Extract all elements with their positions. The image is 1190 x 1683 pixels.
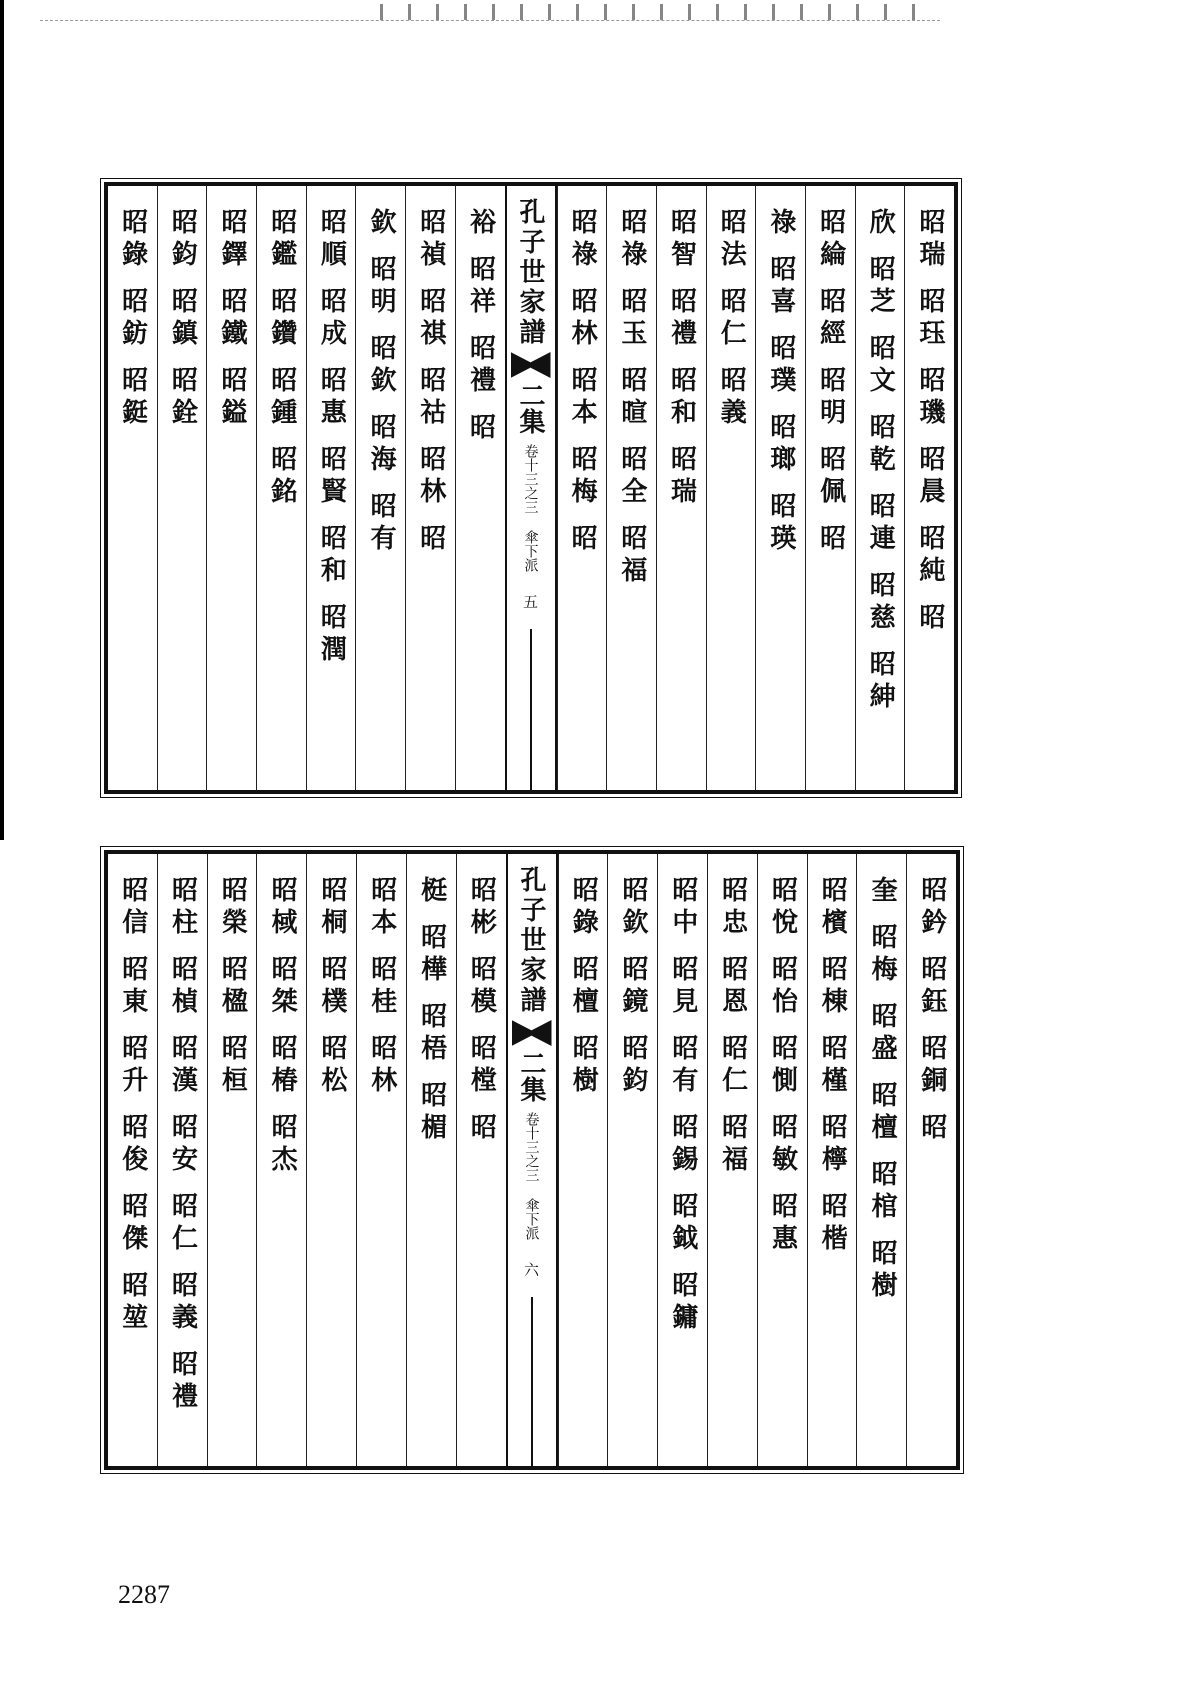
column: 昭桐 昭樸 昭松: [306, 854, 356, 1466]
genealogy-page-lower: [104, 850, 960, 1470]
column: 昭祿 昭林 昭本 昭梅 昭: [557, 186, 607, 790]
book-title: 孔子世家譜: [515, 198, 545, 348]
column: 裕 昭祥 昭禮 昭: [455, 186, 505, 790]
center-fold-header: [506, 854, 558, 1466]
fish-tail-mark: [512, 1020, 552, 1046]
column: 昭忠 昭恩 昭仁 昭福: [707, 854, 757, 1466]
folio-number: 六: [522, 1262, 540, 1277]
branch-label: 傘下派: [522, 530, 539, 572]
column: 昭鈞 昭鎮 昭銓: [157, 186, 207, 790]
column: 昭鈐 昭鈺 昭銅 昭: [906, 854, 956, 1466]
column: 昭智 昭禮 昭和 昭瑞: [656, 186, 706, 790]
column: 昭祿 昭玉 昭暄 昭全 昭福: [606, 186, 656, 790]
column: 欣 昭芝 昭文 昭乾 昭連 昭慈 昭紳: [855, 186, 905, 790]
column: 昭綸 昭經 昭明 昭佩 昭: [805, 186, 855, 790]
folio-number: 五: [521, 594, 539, 609]
volume-label: 卷十三之三: [522, 444, 539, 514]
column: 梃 昭樺 昭梧 昭楣: [406, 854, 456, 1466]
column: 昭棫 昭桀 昭椿 昭杰: [256, 854, 306, 1466]
column: 昭瑞 昭珏 昭璣 昭晨 昭純 昭: [904, 186, 954, 790]
column: 昭榮 昭楹 昭桓: [207, 854, 257, 1466]
collection-label: 二集: [516, 1050, 546, 1102]
column: 昭鑑 昭鑽 昭鍾 昭銘: [256, 186, 306, 790]
scan-edge: [0, 0, 4, 840]
column: 昭中 昭見 昭有 昭錫 昭鉞 昭鏞: [657, 854, 707, 1466]
column: 昭鐸 昭鐵 昭鎰: [206, 186, 256, 790]
book-title: 孔子世家譜: [516, 866, 546, 1016]
column: 昭信 昭東 昭升 昭俊 昭傑 昭堃: [117, 876, 148, 1336]
scan-artifact-marks: [380, 4, 940, 20]
column: 昭欽 昭鏡 昭鈞: [607, 854, 657, 1466]
scan-page-number: 2287: [118, 1580, 170, 1609]
column: 昭悅 昭怡 昭惻 昭敏 昭惠: [757, 854, 807, 1466]
genealogy-page-upper: [104, 182, 958, 794]
column: 昭檳 昭棟 昭槿 昭檸 昭楷: [807, 854, 857, 1466]
column: 祿 昭喜 昭璞 昭瑯 昭瑛: [755, 186, 805, 790]
column: 昭法 昭仁 昭義: [706, 186, 756, 790]
column: 奎 昭梅 昭盛 昭檀 昭棺 昭樹: [856, 854, 906, 1466]
fish-tail-mark: [511, 352, 551, 378]
column: 昭順 昭成 昭惠 昭賢 昭和 昭潤: [306, 186, 356, 790]
column: 昭彬 昭模 昭樘 昭: [456, 854, 506, 1466]
column: 欽 昭明 昭欽 昭海 昭有: [355, 186, 405, 790]
fold-rule: [530, 629, 532, 790]
column: 昭禎 昭祺 昭祜 昭林 昭: [405, 186, 455, 790]
volume-label: 卷十三之三: [523, 1112, 540, 1182]
collection-label: 二集: [515, 382, 545, 434]
branch-label: 傘下派: [523, 1198, 540, 1240]
column: 昭柱 昭楨 昭漢 昭安 昭仁 昭義 昭禮: [157, 854, 207, 1466]
fold-rule: [531, 1297, 533, 1466]
center-fold-header: [505, 186, 557, 790]
column: 昭錄 昭鈁 昭鋌: [117, 208, 148, 431]
column: 昭本 昭桂 昭林: [356, 854, 406, 1466]
column: 昭錄 昭檀 昭樹: [558, 854, 608, 1466]
